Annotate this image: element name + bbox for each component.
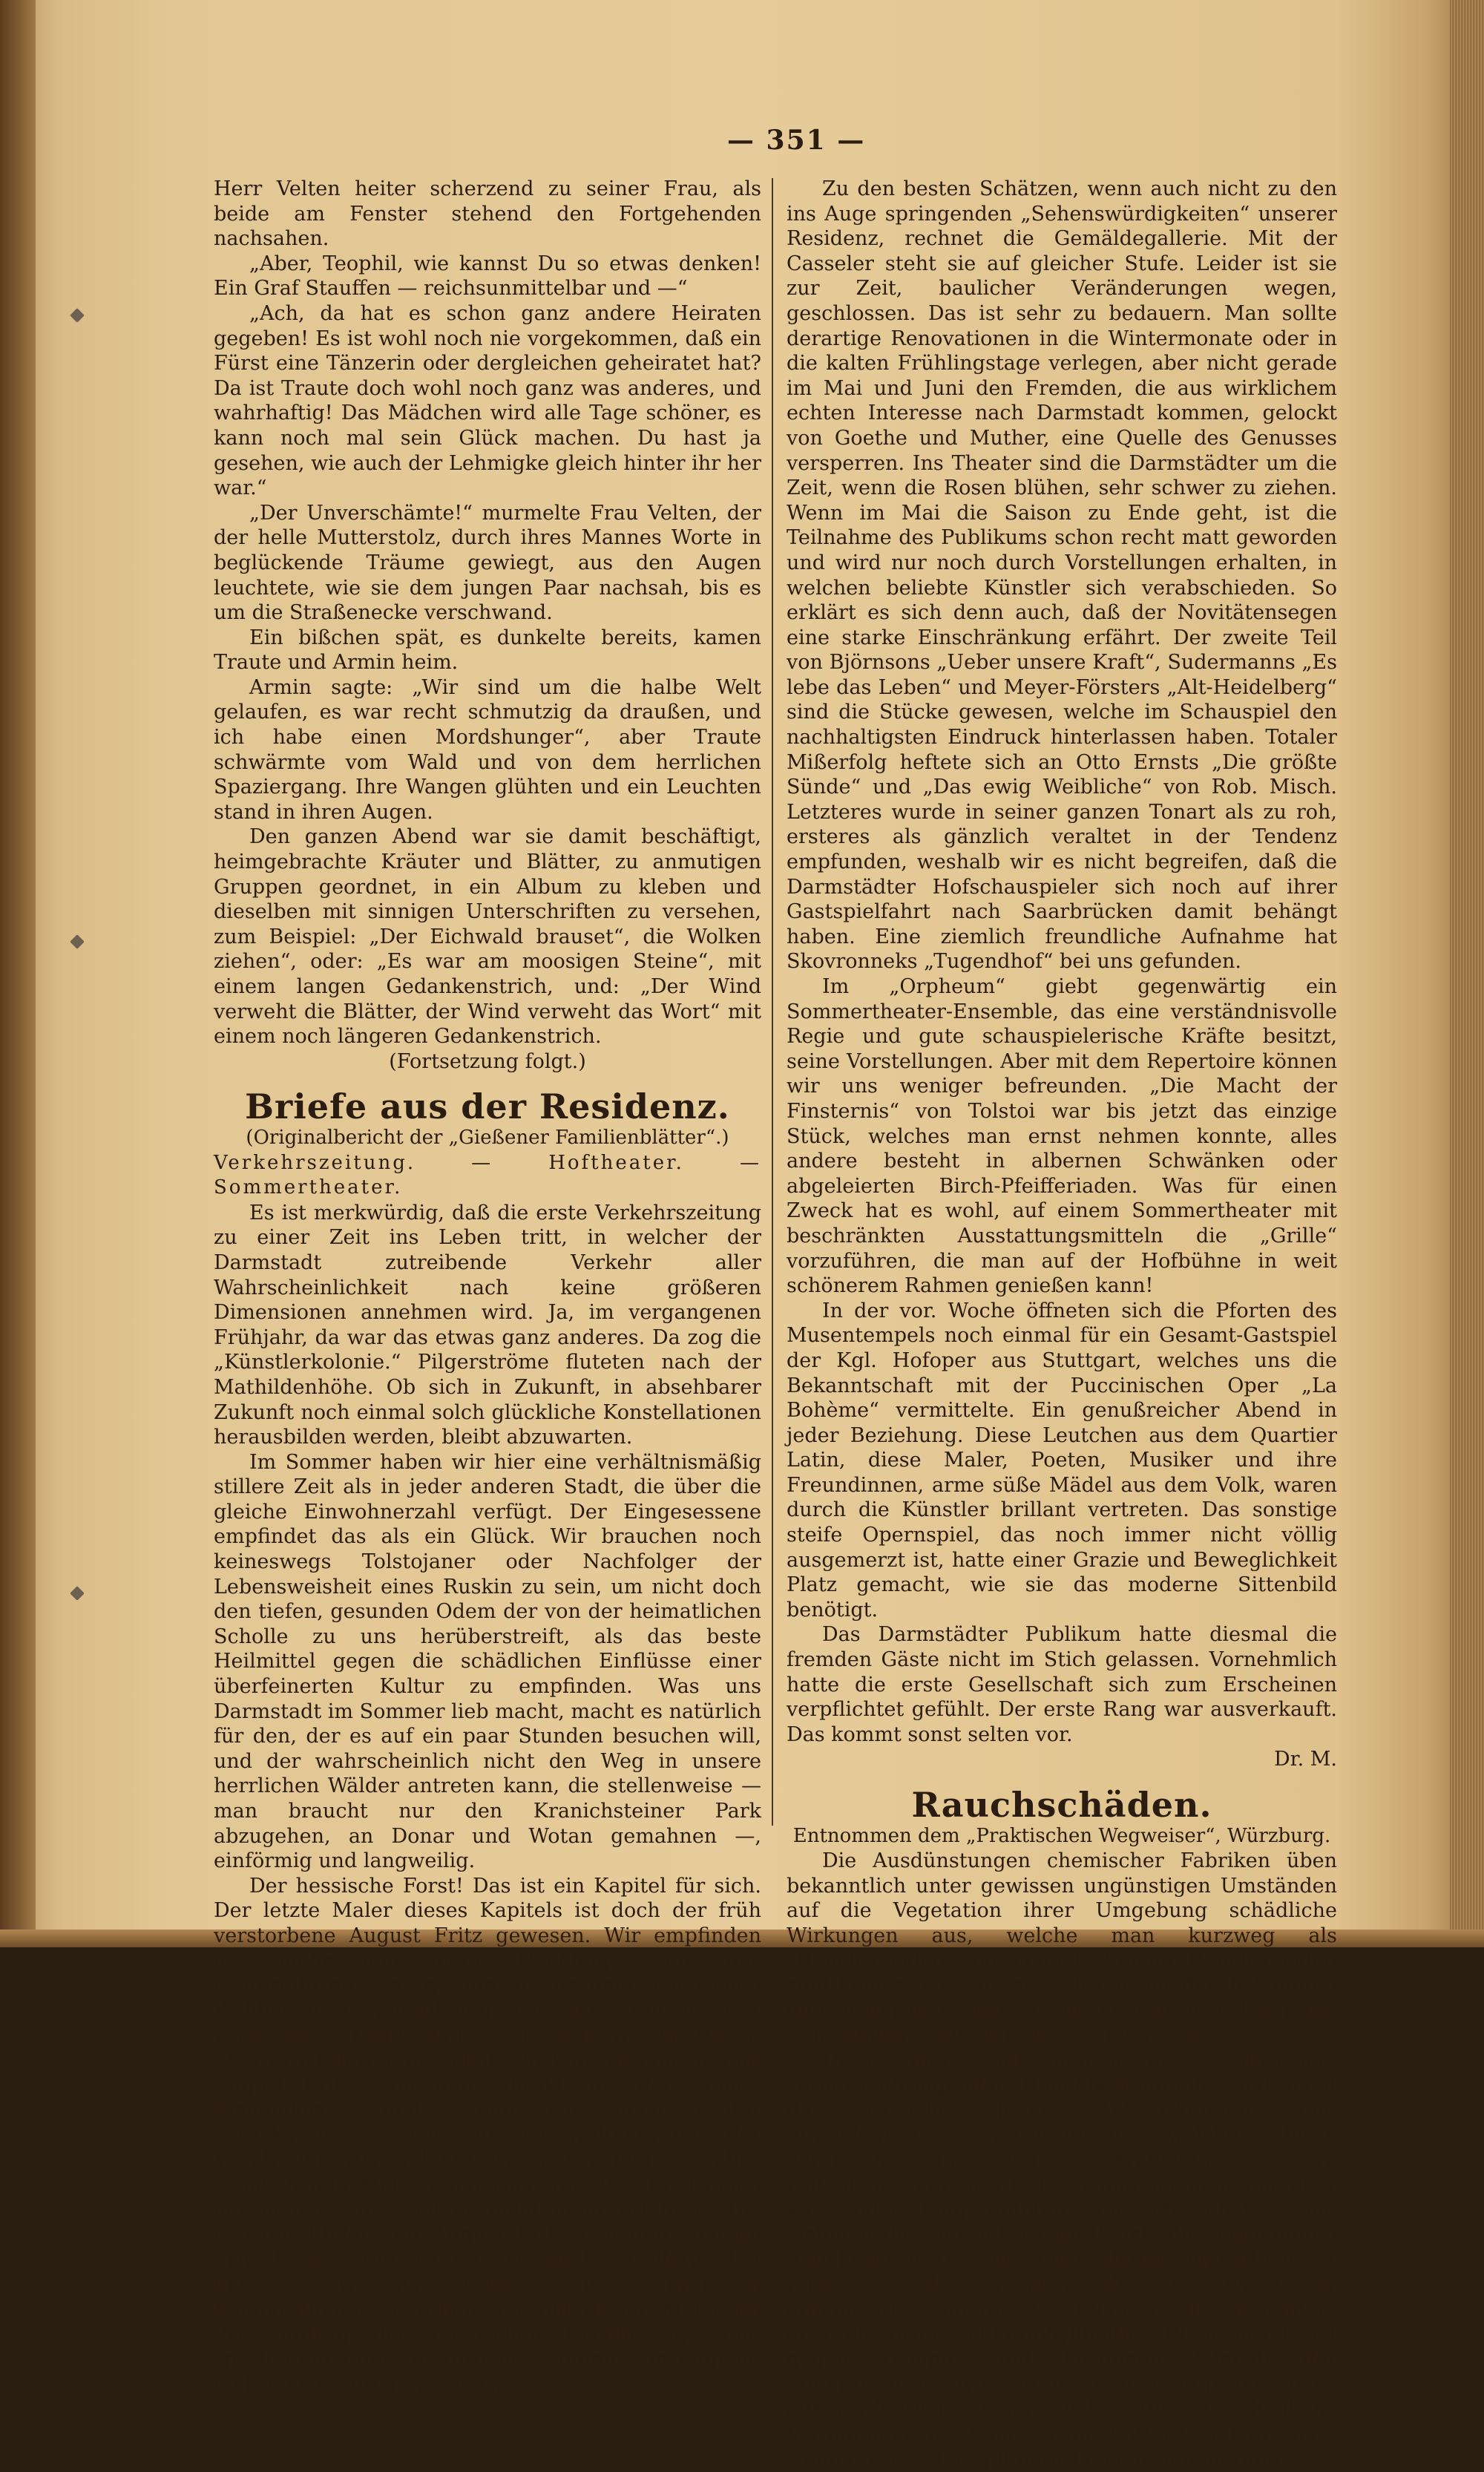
article-paragraph: Im „Orpheum“ giebt gegenwärtig ein Sommertheater-Ensemble, das eine verständnisvolle Regie und gute schauspielerische Kräfte besitzt, seine Vorstellungen. Aber mit dem Repertoire können wir uns weniger befreunden. „Die Macht der Finsternis“ von Tolstoi war bis jetzt das einzige Stück, welches man ernst nehmen konnte, alles andere besteht in albernen Schwänken oder abgeleierten Birch-Pfeifferiaden. Was für einen Zweck hat es wohl, auf einem Sommertheater mit beschränkten Ausstattungsmitteln die „Grille“ vorzuführen, die man auf der Hofbühne in weit schönerem Rahmen genießen kann! (787, 975, 1337, 1298)
article-paragraph: Das Darmstädter Publikum hatte diesmal die fremden Gäste nicht im Stich gelassen. Vornehmlich hatte die erste Gesellschaft sich zum Erscheinen verpflichtet gefühlt. Der erste Rang war ausverkauft. Das kommt sonst selten vor. (787, 1623, 1337, 1746)
pin-mark-icon (70, 308, 85, 323)
author-signature: Dr. M. (1274, 1748, 1337, 1771)
story-paragraph: „Ach, da hat es schon ganz andere Heiraten gegeben! Es ist wohl noch nie vorgekommen, daß ein Fürst eine Tänzerin oder dergleichen geheiratet hat? Da ist Traute doch wohl noch ganz was anderes, und wahrhaftig! Das Mädchen wird alle Tage schöner, es kann noch mal sein Glück machen. Du hast ja gesehen, wie auch der Lehmigke gleich hinter ihr her war.“ (214, 301, 761, 500)
article-paragraph: Diese, mehr unbequemen als gefährlichen, verderbenbringenden Rauchbestandteile sind nicht die Ursache jener Aetzwirkungen und physiologischen Vergiftungen, welche durch chronische und akute Erkrankungen unsere Nutzpflanzen in ihrer Entwicklung hemmen, und über kurz oder lang abtöten. Die Missethäter sind vielmehr die sauren Gase im Rauch, die sogenannten Rauchsäuren. Die Blüten und Blätter empfindlicherer Pflanzen, oder genauer der so wunderbar organisierte Apparat der Pflanzenzelle, besonders aber die grüne, chlorophyllhaltige Pflanzenzelle ist gegen Dämpfe und Lösungen (Nebel) der Mineralsäuren, wie sie im Rauch auftreten, ganz außerordentlich empfindlich. Die unschädliche Verdünnung des Rauches mit Luft ist erst erreicht, wenn etwa — dies gilt natürlich nur annäherungs- (787, 2048, 1337, 2471)
article-paragraph: Der hessische Forst! Das ist ein Kapitel für sich. Der letzte Maler dieses Kapitels ist doch der früh verstorbene August Fritz gewesen. Wir empfinden das mehr und mehr. Nachfolger, die das weiterführten, was gerade er aus dem heimischen Waldleben herauszuholen verstand, fehlen. Der vornehmste Landschafter ist gegenwärtig Bader. Aber er ist durch die Schule Böcklins gegangen, und August Fritz kam ganz direkt aus der Schule Eichendorffs, und, wenn wir noch weiter zurückgreifen wollen, aus der Walthers von der Vogelweide. Als er lebte, war neben ihm hier alles ziemlich öde Meistersingermalerei. Das Eindringen der neuen Kunst hat er nicht mehr erfahren. Die meisten Bilder von August Fritz befinden sich im Privatbesitz. Die Großh. Hessische Gallerie hat unseres Wissens keine seiner größeren Kompositionen erworben, obwohl dieser Maler im Privatauftrag der hessischen Großherzöge und speziell auch der verstorbenen Königin von England mehrfach thätig gewesen ist. (214, 1874, 761, 2396)
article-topics: Verkehrszeitung. — Hoftheater. — Sommertheater. (214, 1151, 761, 1199)
pin-mark-icon (70, 1586, 85, 1601)
article-paragraph: Die Ausdünstungen chemischer Fabriken üben bekanntlich unter gewissen ungünstigen Umständen auf die Vegetation ihrer Umgebung schädliche Wirkungen aus, welche man kurzweg als „Rauchschäden“ bezeichnet. Solche Rauchschäden sind keineswegs zu verwechseln mit den bekannten und neuerdings mit Recht energisch bekämpften Belästigungen durch Ruß oder Flugasche. (787, 1849, 1337, 2048)
page-edges (1450, 0, 1484, 1947)
story-paragraph: Den ganzen Abend war sie damit beschäftigt, heimgebrachte Kräuter und Blätter, zu anmutigen Gruppen geordnet, in ein Album zu kleben und dieselben mit sinnigen Unterschriften zu versehen, zum Beispiel: „Der Eichwald brauset“, die Wolken ziehen“, oder: „Es war am moosigen Steine“, mit einem langen Gedankenstrich, und: „Der Wind verweht die Blätter, der Wind verweht das Wort“ mit einem noch längeren Gedankenstrich. (214, 825, 761, 1049)
article-paragraph: Im Sommer haben wir hier eine verhältnismäßig stillere Zeit als in jeder anderen Stadt, die über die gleiche Einwohnerzahl verfügt. Der Eingesessene empfindet das als ein Glück. Wir brauchen noch keineswegs Tolstojaner oder Nachfolger der Lebensweisheit eines Ruskin zu sein, um nicht doch den tiefen, gesunden Odem der von der heimatlichen Scholle zu uns herüberstreift, als das beste Heilmittel gegen die schädlichen Einflüsse einer überfeinerten Kultur zu empfinden. Was uns Darmstadt im Sommer lieb macht, macht es natürlich für den, der es auf ein paar Stunden besuchen will, und der wahrscheinlich nicht den Weg in unsere herrlichen Wälder antreten kann, die stellenweise — man braucht nur den Kranichsteiner Park abzugehen, an Donar und Wotan gemahnen —, einförmig und langweilig. (214, 1450, 761, 1873)
article-title: Briefe aus der Residenz. (245, 1086, 730, 1127)
article-paragraph: In der vor. Woche öffneten sich die Pforten des Musentempels noch einmal für ein Gesamt-Gastspiel der Kgl. Hofoper aus Stuttgart, welches uns die Bekanntschaft mit der Puccinischen Oper „La Bohème“ vermittelte. Ein genußreicher Abend in jeder Beziehung. Diese Leutchen aus dem Quartier Latin, diese Maler, Poeten, Musiker und ihre Freundinnen, arme süße Mädel aus dem Volk, waren durch die Künstler brillant vertreten. Das sonstige steife Opernspiel, das noch immer nicht völlig ausgemerzt ist, hatte einer Grazie und Beweglichkeit Platz gemacht, wie sie das moderne Sittenbild benötigt. (787, 1299, 1337, 1622)
story-paragraph: Ein bißchen spät, es dunkelte bereits, kamen Traute und Armin heim. (214, 626, 761, 675)
story-paragraph: Herr Velten heiter scherzend zu seiner Frau, als beide am Fenster stehend den Fortgehenden nachsahen. (214, 177, 761, 251)
pin-mark-icon (70, 934, 85, 949)
story-paragraph: „Der Unverschämte!“ murmelte Frau Velten, der der helle Mutterstolz, durch ihres Mannes Worte in beglückende Träume gewiegt, aus den Augen leuchtete, wie sie dem jungen Paar nachsah, bis es um die Straßenecke verschwand. (214, 501, 761, 625)
page-number: — 351 — (727, 125, 866, 156)
article-paragraph: Es ist merkwürdig, daß die erste Verkehrszeitung zu einer Zeit ins Leben tritt, in welcher der Darmstadt zutreibende Verkehr aller Wahrscheinlichkeit nach keine größeren Dimensionen annehmen wird. Ja, im vergangenen Frühjahr, da war das etwas ganz anderes. Da zog die „Künstlerkolonie.“ Pilgerströme fluteten nach der Mathildenhöhe. Ob sich in Zukunft, in absehbarer Zukunft noch einmal solch glückliche Konstellationen herausbilden werden, bleibt abzuwarten. (214, 1201, 761, 1449)
story-paragraph: „Aber, Teophil, wie kannst Du so etwas denken! Ein Graf Stauffen — reichsunmittelbar und —“ (214, 252, 761, 301)
right-column (787, 177, 1337, 2472)
article-source: (Originalbericht der „Gießener Familienblätter“.) (246, 1126, 729, 1149)
article-title: Rauchschäden. (911, 1785, 1212, 1825)
left-column (214, 177, 761, 2397)
article-paragraph: Zu den besten Schätzen, wenn auch nicht zu den ins Auge springenden „Sehenswürdigkeiten“ unserer Residenz, rechnet die Gemäldegallerie. Mit der Casseler steht sie auf gleicher Stufe. Leider ist sie zur Zeit, baulicher Veränderungen wegen, geschlossen. Das ist sehr zu bedauern. Man sollte derartige Renovationen in die Wintermonate oder in die kalten Frühlingstage verlegen, aber nicht gerade im Mai und Juni den Fremden, die aus wirklichem echten Interesse nach Darmstadt kommen, gelockt von Goethe und Muther, eine Quelle des Genusses versperren. Ins Theater sind die Darmstädter um die Zeit, wenn die Rosen blühen, sehr schwer zu ziehen. Wenn im Mai die Saison zu Ende geht, ist die Teilnahme des Publikums schon recht matt geworden und wird nur noch durch Vorstellungen erhalten, in welchen beliebte Künstler sich verabschieden. So erklärt es sich denn auch, daß der Novitätensegen eine starke Einschränkung erfährt. Der zweite Teil von Björnsons „Ueber unsere Kraft“, Sudermanns „Es lebe das Leben“ und Meyer-Försters „Alt-Heidelberg“ sind die Stücke gewesen, welche im Schauspiel den nachhaltigsten Eindruck hinterlassen haben. Totaler Mißerfolg heftete sich an Otto Ernsts „Die größte Sünde“ und „Das ewig Weibliche“ von Rob. Misch. Letzteres wurde in seiner ganzen Tonart als zu roh, ersteres als gänzlich veraltet in der Tendenz empfunden, weshalb wir es nicht begreifen, daß die Darmstädter Hofschauspieler sich noch auf ihrer Gastspielfahrt nach Saarbrücken damit behängt haben. Eine ziemlich freundliche Aufnahme hat Skovronneks „Tugendhof“ bei uns gefunden. (787, 177, 1337, 974)
continuation-note: (Fortsetzung folgt.) (389, 1049, 586, 1073)
column-divider (772, 178, 773, 1826)
story-paragraph: Armin sagte: „Wir sind um die halbe Welt gelaufen, es war recht schmutzig da draußen, und ich habe einen Mordshunger“, aber Traute schwärmte vom Wald und von dem herrlichen Spaziergang. Ihre Wangen glühten und ein Leuchten stand in ihren Augen. (214, 675, 761, 824)
article-source: Entnommen dem „Praktischen Wegweiser“, Würzburg. (792, 1824, 1331, 1847)
book-binding (0, 0, 36, 1947)
